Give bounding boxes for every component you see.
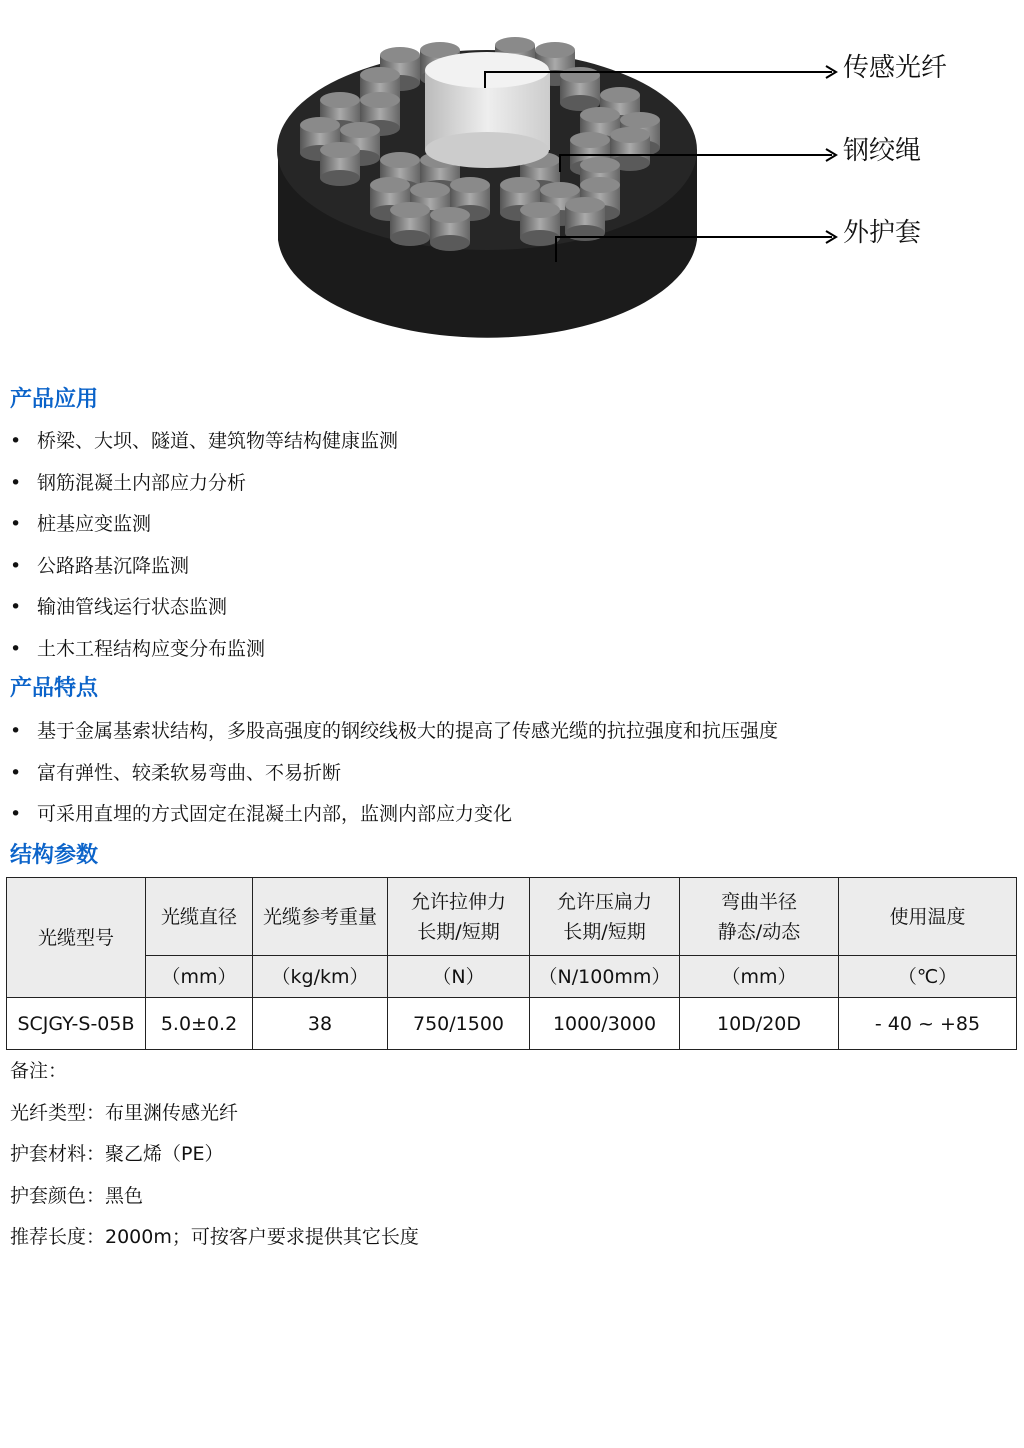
header-cell: 光缆直径 <box>146 878 253 956</box>
list-item-text: 桩基应变监测 <box>37 513 152 535</box>
parameters-table <box>6 877 1017 1050</box>
table-units-row <box>7 956 1017 998</box>
list-item-text: 基于金属基索状结构，多股高强度的钢绞线极大的提高了传感光缆的抗拉强度和抗压强度 <box>37 720 779 742</box>
table-row <box>7 998 1017 1050</box>
steel-strand-rod <box>450 177 490 193</box>
bullet-icon: • <box>10 637 22 660</box>
note-line <box>10 1183 143 1209</box>
heading-applications: 产品应用 <box>10 387 99 412</box>
unit-cell: （℃） <box>839 956 1017 998</box>
steel-strand-rod <box>570 132 610 148</box>
list-item-text: 光纤类型：布里渊传感光纤 <box>10 1101 239 1124</box>
steel-strand-rod <box>610 127 650 143</box>
unit-cell: （mm） <box>146 956 253 998</box>
steel-strand-rod <box>580 177 620 193</box>
steel-strand-rod <box>540 182 580 198</box>
steel-strand-rod <box>580 107 620 123</box>
steel-strand-rod <box>560 67 600 83</box>
steel-strand-rod <box>410 182 450 198</box>
data-cell: 5.0±0.2 <box>146 998 253 1050</box>
heading-features: 产品特点 <box>10 676 99 701</box>
steel-strand-rod <box>320 142 360 158</box>
header-cell: 允许压扁力 长期/短期 <box>530 878 680 956</box>
list-item <box>10 594 227 620</box>
header-cell: 光缆参考重量 <box>253 878 388 956</box>
list-item-text: 输油管线运行状态监测 <box>37 596 228 618</box>
data-cell: - 40 ~ +85 <box>839 998 1017 1050</box>
data-cell: SCJGY-S-05B <box>7 998 146 1050</box>
steel-strand-rod <box>620 112 660 128</box>
bullet-icon: • <box>10 803 22 825</box>
list-item-text: 富有弹性、较柔软易弯曲、不易折断 <box>37 761 342 784</box>
unit-cell: （N/100mm） <box>530 956 680 998</box>
steel-strand-rod <box>390 202 430 218</box>
steel-strand-rod <box>430 207 470 223</box>
list-item <box>10 760 341 786</box>
steel-strand-rod <box>320 170 360 186</box>
steel-strand-rod <box>320 92 360 108</box>
label-outer-sheath: 外护套 <box>843 218 922 248</box>
bullet-icon: • <box>10 471 22 494</box>
list-item-text: 护套材料：聚乙烯（PE） <box>10 1143 224 1165</box>
data-cell: 1000/3000 <box>530 998 680 1050</box>
list-item <box>10 428 398 454</box>
steel-strand-rod <box>380 47 420 63</box>
steel-strand-rod <box>520 230 560 246</box>
steel-strand-rod <box>580 157 620 173</box>
list-item-text: 桥梁、大坝、隧道、建筑物等结构健康监测 <box>37 430 399 452</box>
list-item <box>10 718 778 744</box>
steel-strand-rod <box>340 122 380 138</box>
note-line <box>10 1058 67 1084</box>
list-item-text: 推荐长度：2000m；可按客户要求提供其它长度 <box>10 1226 419 1248</box>
note-line <box>10 1224 419 1250</box>
data-cell: 38 <box>253 998 388 1050</box>
steel-strand-rod <box>500 177 540 193</box>
header-cell: 使用温度 <box>839 878 1017 956</box>
steel-strand-rod <box>600 87 640 103</box>
bullet-icon: • <box>10 430 22 452</box>
steel-strand-rod <box>535 42 575 58</box>
steel-strand-rod <box>360 92 400 108</box>
steel-strand-rod <box>565 225 605 241</box>
steel-strand-rod <box>380 152 420 168</box>
label-sensing-fiber: 传感光纤 <box>843 53 948 83</box>
label-steel-strand: 钢绞绳 <box>843 136 922 166</box>
list-item-text: 护套颜色：黑色 <box>10 1184 144 1207</box>
unit-cell: （mm） <box>680 956 839 998</box>
list-item <box>10 511 151 537</box>
list-item-text: 可采用直埋的方式固定在混凝土内部，监测内部应力变化 <box>37 803 513 825</box>
note-line <box>10 1141 223 1167</box>
steel-strand-rod <box>360 67 400 83</box>
data-cell: 10D/20D <box>680 998 839 1050</box>
steel-strand-rod <box>495 37 535 53</box>
bullet-icon: • <box>10 513 22 535</box>
header-cell: 弯曲半径 静态/动态 <box>680 878 839 956</box>
bullet-icon: • <box>10 554 22 577</box>
list-item <box>10 470 246 496</box>
steel-strand-rod <box>520 202 560 218</box>
data-cell: 750/1500 <box>388 998 530 1050</box>
note-line <box>10 1100 238 1126</box>
header-cell: 光缆型号 <box>7 878 146 998</box>
list-item-text: 公路路基沉降监测 <box>37 554 190 577</box>
bullet-icon: • <box>10 761 22 784</box>
bullet-icon: • <box>10 596 22 618</box>
steel-strand-rod <box>390 230 430 246</box>
list-item-text: 钢筋混凝土内部应力分析 <box>37 471 247 494</box>
list-item-text: 土木工程结构应变分布监测 <box>37 637 266 660</box>
list-item <box>10 801 512 827</box>
list-item <box>10 553 189 579</box>
heading-parameters: 结构参数 <box>10 843 99 868</box>
list-item <box>10 636 265 662</box>
table-header-row <box>7 878 1017 956</box>
bullet-icon: • <box>10 720 22 742</box>
steel-strand-rod <box>370 177 410 193</box>
header-cell: 允许拉伸力 长期/短期 <box>388 878 530 956</box>
list-item-text: 备注： <box>10 1060 68 1082</box>
steel-strand-rod <box>565 197 605 213</box>
unit-cell: （kg/km） <box>253 956 388 998</box>
steel-strand-rod <box>430 235 470 251</box>
steel-strand-rod <box>300 117 340 133</box>
unit-cell: （N） <box>388 956 530 998</box>
